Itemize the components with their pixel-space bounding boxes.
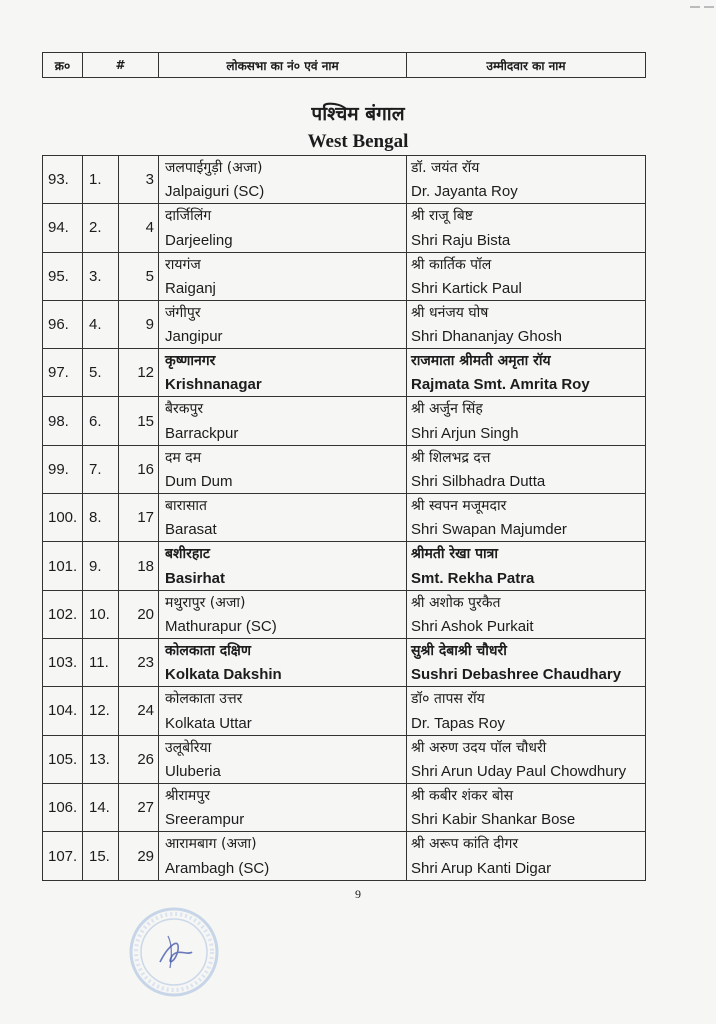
candidate-name-english: Shri Dhananjay Ghosh bbox=[411, 328, 562, 346]
constituency-number: 29 bbox=[119, 832, 159, 880]
candidate-name-english: Shri Kabir Shankar Bose bbox=[411, 811, 576, 829]
serial-number: 107. bbox=[43, 832, 83, 880]
serial-number: 103. bbox=[43, 639, 83, 686]
candidate-cell bbox=[407, 832, 645, 880]
constituency-cell bbox=[159, 156, 407, 203]
page-number: 9 bbox=[355, 887, 361, 901]
constituency-cell bbox=[159, 591, 407, 638]
constituency-name-hindi: श्रीरामपुर bbox=[165, 787, 210, 804]
candidate-name-english: Shri Arjun Singh bbox=[411, 424, 519, 442]
constituency-name-hindi: कोलकाता उत्तर bbox=[165, 691, 243, 708]
constituency-name-english: Arambagh (SC) bbox=[165, 860, 270, 878]
candidate-name-english: Shri Silbhadra Dutta bbox=[411, 473, 546, 491]
state-title-english: West Bengal bbox=[307, 131, 409, 152]
state-serial: 1. bbox=[83, 156, 119, 203]
candidate-name-english: Sushri Debashree Chaudhary bbox=[411, 666, 622, 684]
constituency-number: 23 bbox=[119, 639, 159, 686]
state-serial: 11. bbox=[83, 639, 119, 686]
table-row bbox=[43, 687, 645, 735]
candidate-name-english: Rajmata Smt. Amrita Roy bbox=[411, 376, 590, 394]
table-row bbox=[43, 253, 645, 301]
candidate-name-hindi: श्री धनंजय घोष bbox=[411, 304, 489, 321]
header-hash: # bbox=[83, 53, 159, 77]
candidate-cell bbox=[407, 156, 645, 203]
candidate-name-english: Shri Kartick Paul bbox=[411, 279, 522, 297]
constituency-name-hindi: रायगंज bbox=[165, 256, 201, 273]
serial-number: 95. bbox=[43, 253, 83, 300]
constituency-name-english: Jangipur bbox=[165, 328, 223, 346]
constituency-name-hindi: बशीरहाट bbox=[165, 546, 210, 563]
constituency-number: 17 bbox=[119, 494, 159, 541]
constituency-number: 5 bbox=[119, 253, 159, 300]
top-scan-mark bbox=[704, 6, 714, 8]
constituency-cell bbox=[159, 494, 407, 541]
candidate-name-hindi: श्रीमती रेखा पात्रा bbox=[411, 546, 498, 563]
column-header-row bbox=[42, 52, 646, 78]
seal-stamp-icon bbox=[128, 906, 220, 998]
table-row bbox=[43, 349, 645, 397]
table-row bbox=[43, 494, 645, 542]
constituency-name-english: Barrackpur bbox=[165, 424, 239, 442]
state-serial: 13. bbox=[83, 736, 119, 783]
constituency-name-hindi: आरामबाग (अजा) bbox=[165, 836, 257, 853]
constituency-number: 12 bbox=[119, 349, 159, 396]
serial-number: 101. bbox=[43, 542, 83, 589]
serial-number: 97. bbox=[43, 349, 83, 396]
constituency-name-hindi: बारासात bbox=[165, 498, 208, 515]
candidate-cell bbox=[407, 301, 645, 348]
state-serial: 7. bbox=[83, 446, 119, 493]
table-row bbox=[43, 784, 645, 832]
constituency-name-hindi: बैरकपुर bbox=[165, 401, 204, 418]
candidate-name-hindi: श्री अशोक पुरकैत bbox=[411, 594, 501, 611]
constituency-number: 24 bbox=[119, 687, 159, 734]
serial-number: 93. bbox=[43, 156, 83, 203]
table-row bbox=[43, 591, 645, 639]
candidate-cell bbox=[407, 736, 645, 783]
candidate-name-english: Shri Ashok Purkait bbox=[411, 617, 534, 635]
candidate-table bbox=[42, 155, 646, 881]
table-row bbox=[43, 639, 645, 687]
candidate-cell bbox=[407, 446, 645, 493]
candidate-cell bbox=[407, 784, 645, 831]
constituency-name-english: Krishnanagar bbox=[165, 376, 262, 394]
candidate-name-hindi: सुश्री देबाश्री चौधरी bbox=[411, 642, 507, 659]
constituency-name-english: Dum Dum bbox=[165, 473, 233, 491]
top-scan-mark bbox=[690, 6, 700, 8]
constituency-name-hindi: उलूबेरिया bbox=[165, 739, 212, 756]
constituency-name-hindi: जंगीपुर bbox=[165, 304, 201, 321]
constituency-cell bbox=[159, 446, 407, 493]
constituency-name-hindi: कृष्णानगर bbox=[165, 353, 216, 370]
state-serial: 2. bbox=[83, 204, 119, 251]
candidate-name-hindi: श्री राजू बिष्ट bbox=[411, 208, 473, 225]
constituency-cell bbox=[159, 397, 407, 444]
candidate-cell bbox=[407, 687, 645, 734]
candidate-name-hindi: राजमाता श्रीमती अमृता रॉय bbox=[411, 353, 551, 370]
candidate-name-hindi: श्री अरुण उदय पॉल चौधरी bbox=[411, 739, 547, 756]
constituency-cell bbox=[159, 204, 407, 251]
constituency-cell bbox=[159, 687, 407, 734]
serial-number: 99. bbox=[43, 446, 83, 493]
header-serial: क्र० bbox=[43, 53, 83, 77]
state-serial: 14. bbox=[83, 784, 119, 831]
constituency-number: 15 bbox=[119, 397, 159, 444]
candidate-name-hindi: श्री कार्तिक पॉल bbox=[411, 256, 492, 273]
constituency-name-hindi: मथुरापुर (अजा) bbox=[165, 594, 246, 611]
constituency-name-english: Mathurapur (SC) bbox=[165, 617, 277, 635]
candidate-name-hindi: श्री शिलभद्र दत्त bbox=[411, 449, 491, 466]
constituency-cell bbox=[159, 784, 407, 831]
candidate-name-hindi: डॉ० तापस रॉय bbox=[411, 691, 485, 708]
constituency-number: 18 bbox=[119, 542, 159, 589]
serial-number: 105. bbox=[43, 736, 83, 783]
constituency-name-english: Kolkata Uttar bbox=[165, 714, 252, 732]
candidate-name-hindi: श्री अर्जुन सिंह bbox=[411, 401, 483, 418]
constituency-cell bbox=[159, 253, 407, 300]
table-row bbox=[43, 832, 645, 880]
candidate-cell bbox=[407, 494, 645, 541]
constituency-name-english: Basirhat bbox=[165, 569, 226, 587]
state-serial: 6. bbox=[83, 397, 119, 444]
candidate-cell bbox=[407, 253, 645, 300]
candidate-cell bbox=[407, 397, 645, 444]
state-serial: 9. bbox=[83, 542, 119, 589]
candidate-cell bbox=[407, 349, 645, 396]
candidate-name-hindi: श्री अरूप कांति दीगर bbox=[411, 836, 519, 853]
constituency-number: 4 bbox=[119, 204, 159, 251]
candidate-name-english: Shri Swapan Majumder bbox=[411, 521, 567, 539]
constituency-name-english: Jalpaiguri (SC) bbox=[165, 183, 265, 201]
constituency-name-hindi: दम दम bbox=[165, 449, 202, 466]
state-serial: 3. bbox=[83, 253, 119, 300]
state-serial: 8. bbox=[83, 494, 119, 541]
header-constituency: लोकसभा का नं० एवं नाम bbox=[159, 53, 407, 77]
candidate-name-hindi: श्री कबीर शंकर बोस bbox=[411, 787, 514, 804]
constituency-number: 9 bbox=[119, 301, 159, 348]
constituency-name-english: Kolkata Dakshin bbox=[165, 666, 282, 684]
table-row bbox=[43, 736, 645, 784]
serial-number: 104. bbox=[43, 687, 83, 734]
constituency-cell bbox=[159, 349, 407, 396]
serial-number: 106. bbox=[43, 784, 83, 831]
serial-number: 98. bbox=[43, 397, 83, 444]
candidate-name-english: Shri Arup Kanti Digar bbox=[411, 860, 552, 878]
candidate-name-english: Dr. Tapas Roy bbox=[411, 714, 505, 732]
table-row bbox=[43, 397, 645, 445]
constituency-cell bbox=[159, 639, 407, 686]
constituency-name-hindi: जलपाईगुड़ी (अजा) bbox=[165, 160, 263, 176]
candidate-cell bbox=[407, 639, 645, 686]
constituency-name-english: Barasat bbox=[165, 521, 217, 539]
constituency-cell bbox=[159, 736, 407, 783]
state-title-hindi: पश्चिम बंगाल bbox=[311, 103, 405, 125]
serial-number: 96. bbox=[43, 301, 83, 348]
candidate-name-hindi: डॉ. जयंत रॉय bbox=[411, 160, 480, 176]
constituency-name-english: Raiganj bbox=[165, 279, 216, 297]
constituency-name-hindi: कोलकाता दक्षिण bbox=[165, 642, 251, 659]
serial-number: 102. bbox=[43, 591, 83, 638]
table-row bbox=[43, 446, 645, 494]
state-serial: 10. bbox=[83, 591, 119, 638]
table-row bbox=[43, 156, 645, 204]
candidate-cell bbox=[407, 542, 645, 589]
constituency-number: 20 bbox=[119, 591, 159, 638]
table-row bbox=[43, 542, 645, 590]
header-candidate: उम्मीदवार का नाम bbox=[486, 58, 566, 73]
constituency-number: 16 bbox=[119, 446, 159, 493]
serial-number: 94. bbox=[43, 204, 83, 251]
table-row bbox=[43, 301, 645, 349]
constituency-cell bbox=[159, 542, 407, 589]
candidate-name-english: Dr. Jayanta Roy bbox=[411, 183, 518, 201]
serial-number: 100. bbox=[43, 494, 83, 541]
constituency-name-english: Darjeeling bbox=[165, 231, 233, 249]
state-serial: 4. bbox=[83, 301, 119, 348]
constituency-cell bbox=[159, 832, 407, 880]
candidate-name-english: Smt. Rekha Patra bbox=[411, 569, 535, 587]
constituency-name-hindi: दार्जिलिंग bbox=[165, 208, 212, 225]
constituency-cell bbox=[159, 301, 407, 348]
constituency-number: 3 bbox=[119, 156, 159, 203]
state-serial: 15. bbox=[83, 832, 119, 880]
candidate-name-hindi: श्री स्वपन मजूमदार bbox=[411, 498, 507, 515]
candidate-name-english: Shri Raju Bista bbox=[411, 231, 511, 249]
state-serial: 12. bbox=[83, 687, 119, 734]
constituency-name-english: Uluberia bbox=[165, 762, 221, 780]
constituency-number: 26 bbox=[119, 736, 159, 783]
constituency-name-english: Sreerampur bbox=[165, 811, 245, 829]
constituency-number: 27 bbox=[119, 784, 159, 831]
candidate-cell bbox=[407, 204, 645, 251]
table-row bbox=[43, 204, 645, 252]
candidate-name-english: Shri Arun Uday Paul Chowdhury bbox=[411, 762, 627, 780]
candidate-cell bbox=[407, 591, 645, 638]
state-serial: 5. bbox=[83, 349, 119, 396]
